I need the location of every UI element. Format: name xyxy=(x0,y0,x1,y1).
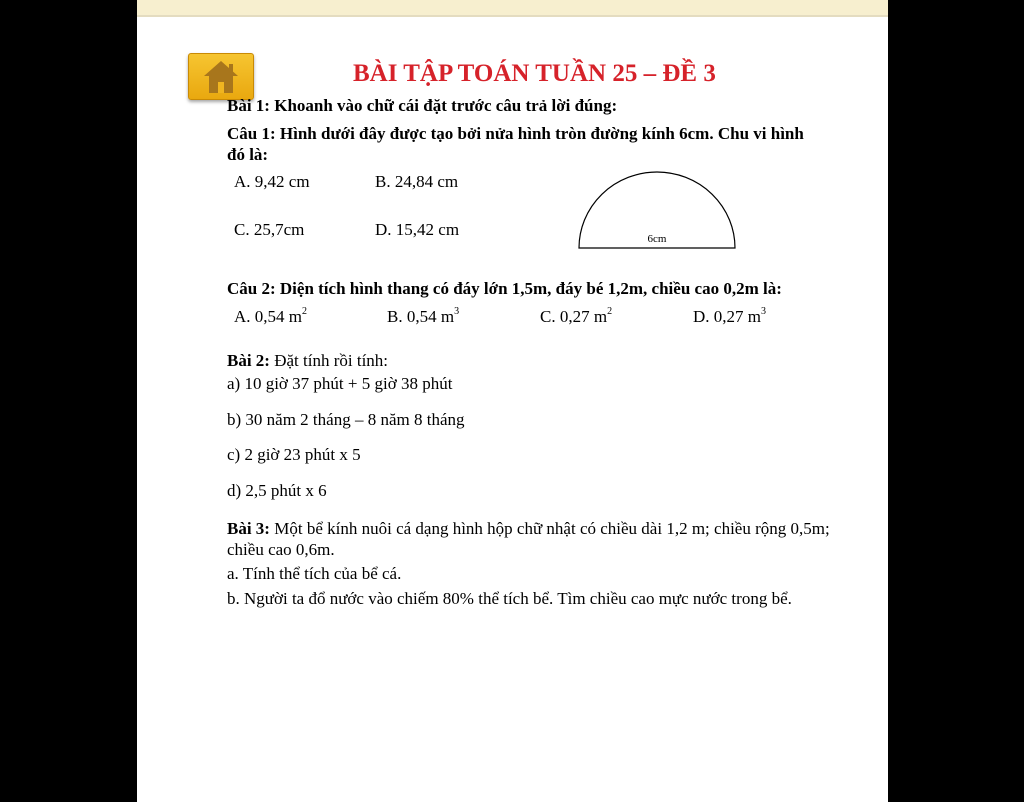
bai2-item-c: c) 2 giờ 23 phút x 5 xyxy=(227,445,361,464)
bai3-line1 xyxy=(227,519,830,539)
cau2-option-c[interactable] xyxy=(540,307,612,327)
cau2-option-a-sup: 2 xyxy=(302,306,307,318)
bai2-text: Đặt tính rồi tính: xyxy=(269,351,389,370)
bai2-item-a: a) 10 giờ 37 phút + 5 giờ 38 phút xyxy=(227,374,453,393)
page-title: BÀI TẬP TOÁN TUẦN 25 – ĐỀ 3 xyxy=(353,60,716,87)
cau2-option-a-text: A. 0,54 m xyxy=(234,307,302,326)
bai2-item-b: b) 30 năm 2 tháng – 8 năm 8 tháng xyxy=(227,410,465,429)
cau2-option-c-sup: 2 xyxy=(607,306,613,318)
home-button[interactable] xyxy=(188,53,254,100)
document-page xyxy=(137,0,888,802)
cau2-option-a[interactable] xyxy=(234,307,307,327)
bai3-label: Bài 3: xyxy=(227,519,270,538)
semicircle-figure xyxy=(577,170,739,252)
cau1-option-a[interactable]: A. 9,42 cm xyxy=(234,172,310,191)
cau2-option-d-text: D. 0,27 m xyxy=(693,307,761,326)
figure-label: 6cm xyxy=(647,233,667,245)
bai3-part-b: b. Người ta đổ nước vào chiếm 80% thể tích bể. Tìm chiều cao mực nước trong bể. xyxy=(227,589,792,608)
bai3-part-a: a. Tính thể tích của bể cá. xyxy=(227,564,402,583)
cau2-option-c-text: C. 0,27 m xyxy=(540,307,608,326)
home-icon xyxy=(202,59,240,95)
cau2-option-b[interactable] xyxy=(387,307,459,327)
cau1-line2: đó là: xyxy=(227,145,269,164)
cau2-option-b-sup: 3 xyxy=(454,306,460,318)
cau2-text: Câu 2: Diện tích hình thang có đáy lớn 1,5m, đáy bé 1,2m, chiều cao 0,2m là: xyxy=(227,279,782,298)
cau1-option-c[interactable]: C. 25,7cm xyxy=(234,220,305,239)
cau1-option-d[interactable]: D. 15,42 cm xyxy=(375,220,460,239)
bai1-heading: Bài 1: Khoanh vào chữ cái đặt trước câu trả lời đúng: xyxy=(227,96,618,115)
cau1-line1: Câu 1: Hình dưới đây được tạo bởi nửa hình tròn đường kính 6cm. Chu vi hình xyxy=(227,124,804,143)
cau2-option-d[interactable] xyxy=(693,307,766,327)
cau1-option-b[interactable]: B. 24,84 cm xyxy=(375,172,459,191)
cau2-option-d-sup: 3 xyxy=(761,306,766,318)
bai2-heading xyxy=(227,351,388,371)
bai3-line2: chiều cao 0,6m. xyxy=(227,540,335,559)
bai3-line1-text: Một bể kính nuôi cá dạng hình hộp chữ nhật có chiều dài 1,2 m; chiều rộng 0,5m; xyxy=(269,519,830,538)
top-strip xyxy=(137,0,888,17)
bai2-item-d: d) 2,5 phút x 6 xyxy=(227,481,327,500)
cau2-option-b-text: B. 0,54 m xyxy=(387,307,455,326)
bai2-label: Bài 2: xyxy=(227,351,270,370)
